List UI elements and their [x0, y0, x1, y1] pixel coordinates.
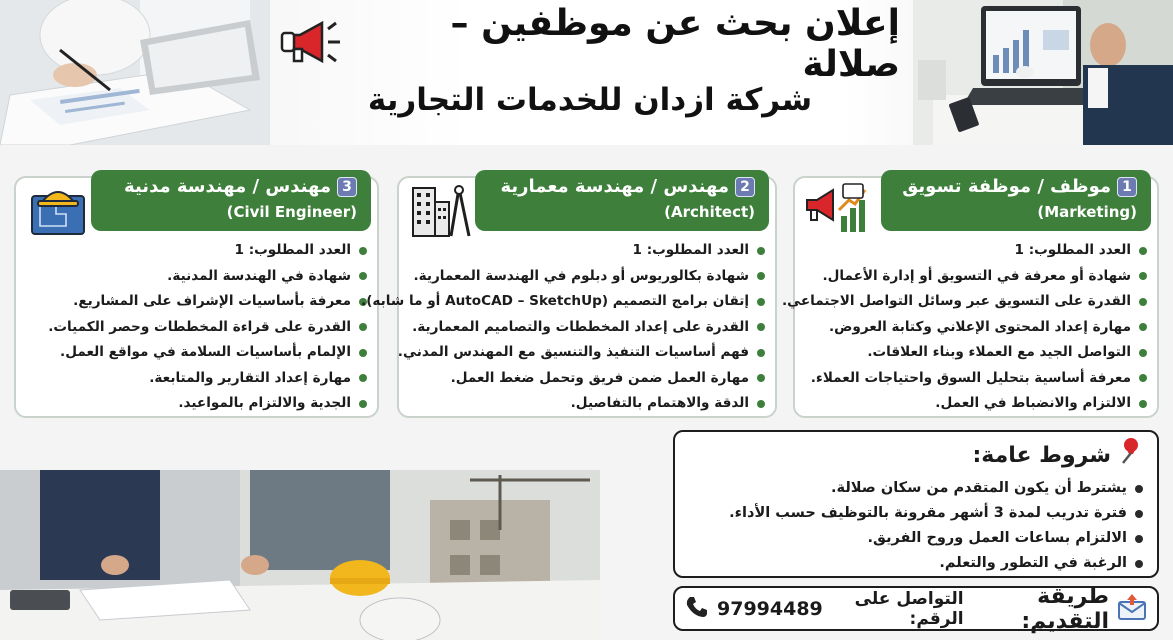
list-item: شهادة أو معرفة في التسويق أو إدارة الأعمال.	[803, 264, 1147, 290]
application-method	[673, 583, 1159, 634]
job-number-badge: 2	[735, 177, 755, 197]
list-item: التواصل الجيد مع العملاء وبناء العلاقات.	[803, 340, 1147, 366]
list-item: شهادة في الهندسة المدنية.	[24, 264, 367, 290]
pushpin-icon	[1117, 436, 1143, 476]
envelope-icon	[1117, 594, 1147, 624]
construction-photo	[0, 470, 600, 640]
list-item: القدرة على التسويق عبر وسائل التواصل الاجتماعي.	[803, 289, 1147, 315]
list-item: معرفة بأساسيات الإشراف على المشاريع.	[24, 289, 367, 315]
page-title: إعلان بحث عن موظفين – صلالة	[450, 3, 900, 85]
list-item: العدد المطلوب: 1	[24, 238, 367, 264]
office-photo-right	[913, 0, 1173, 145]
office-photo-left	[0, 0, 270, 145]
phone-number[interactable]: 97994489	[717, 597, 823, 620]
list-item: الالتزام بساعات العمل وروح الفريق.	[689, 526, 1143, 551]
job-title-en: (Architect)	[664, 203, 755, 221]
building-compass-icon	[409, 182, 473, 236]
job-card-civil-engineer	[14, 176, 379, 418]
job-title-en: (Marketing)	[1037, 203, 1137, 221]
list-item: الجدية والالتزام بالمواعيد.	[24, 391, 367, 417]
apply-text: التواصل على الرقم:	[854, 588, 964, 629]
list-item: شهادة بكالوريوس أو دبلوم في الهندسة المعمارية.	[407, 264, 765, 290]
job-number-badge: 3	[337, 177, 357, 197]
list-item: مهارة العمل ضمن فريق وتحمل ضغط العمل.	[407, 366, 765, 392]
header-banner	[0, 0, 1173, 145]
list-item: يشترط أن يكون المتقدم من سكان صلالة.	[689, 476, 1143, 501]
announcement-title	[280, 3, 900, 85]
list-item: مهارة إعداد التقارير والمتابعة.	[24, 366, 367, 392]
job-title: موظف / موظفة تسويق	[902, 176, 1111, 197]
megaphone-icon	[280, 19, 342, 69]
list-item: العدد المطلوب: 1	[803, 238, 1147, 264]
job-card-architect	[361, 176, 777, 418]
company-name: شركة ازدان للخدمات التجارية	[367, 82, 813, 118]
job-title-en: (Civil Engineer)	[226, 203, 357, 221]
list-item: الرغبة في التطور والتعلم.	[689, 551, 1143, 576]
list-item: الالتزام والانضباط في العمل.	[803, 391, 1147, 417]
apply-label: طريقة التقديم:	[1021, 583, 1109, 634]
list-item: القدرة على قراءة المخططات وحصر الكميات.	[24, 315, 367, 341]
list-item: مهارة إعداد المحتوى الإعلاني وكتابة العروض.	[803, 315, 1147, 341]
requirements-list	[781, 238, 1147, 417]
requirements-list	[24, 238, 367, 417]
conditions-list	[689, 476, 1143, 576]
helmet-blueprint-icon	[26, 182, 90, 236]
conditions-title: شروط عامة:	[972, 443, 1111, 468]
list-item: إتقان برامج التصميم (AutoCAD – SketchUp أو ما شابه).	[407, 289, 765, 315]
job-card-marketing	[781, 176, 1159, 418]
list-item: الدقة والاهتمام بالتفاصيل.	[407, 391, 765, 417]
job-title: مهندس / مهندسة معمارية	[500, 176, 729, 197]
requirements-list	[361, 238, 765, 417]
general-conditions	[673, 430, 1159, 578]
list-item: معرفة أساسية بتحليل السوق واحتياجات العملاء.	[803, 366, 1147, 392]
list-item: العدد المطلوب: 1	[407, 238, 765, 264]
job-header	[475, 170, 769, 231]
list-item: فهم أساسيات التنفيذ والتنسيق مع المهندس المدني.	[407, 340, 765, 366]
job-header	[91, 170, 371, 231]
list-item: القدرة على إعداد المخططات والتصاميم المعمارية.	[407, 315, 765, 341]
job-header	[881, 170, 1151, 231]
list-item: الإلمام بأساسيات السلامة في مواقع العمل.	[24, 340, 367, 366]
marketing-chart-icon	[805, 182, 869, 236]
job-number-badge: 1	[1117, 177, 1137, 197]
list-item: فترة تدريب لمدة 3 أشهر مقرونة بالتوظيف حسب الأداء.	[689, 501, 1143, 526]
phone-icon	[685, 595, 709, 623]
job-title: مهندس / مهندسة مدنية	[124, 176, 331, 197]
